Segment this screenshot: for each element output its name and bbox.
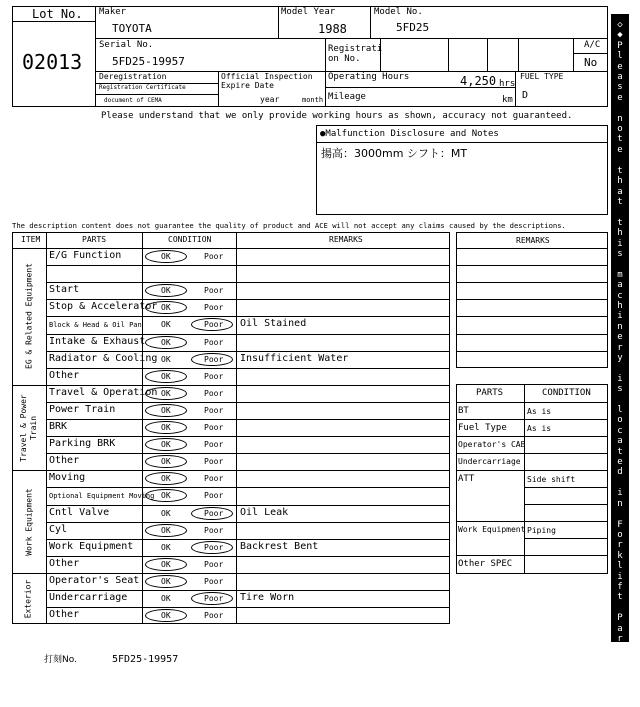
description-disclaimer: The description content does not guarantee the quality of product and ACE will not accept any claims caused by the descriptions. [12, 221, 566, 230]
ok-option: OK [161, 440, 171, 450]
maker-value: TOYOTA [112, 22, 152, 35]
ok-selected-mark [145, 404, 187, 417]
poor-option: Poor [204, 423, 224, 432]
equipment-part: Work Equipment [458, 525, 526, 534]
poor-option: Poor [204, 440, 224, 450]
ok-option: OK [161, 559, 171, 569]
ok-option: OK [161, 405, 171, 415]
ok-option: OK [161, 320, 171, 330]
mileage-label: Mileage [328, 92, 366, 102]
model-no-value: 5FD25 [396, 21, 430, 34]
equipment-condition: Side shift [527, 475, 576, 484]
serial-label: Serial No. [99, 40, 154, 50]
mileage-unit: km [502, 95, 513, 105]
poor-option: Poor [204, 474, 224, 484]
part-name: Start [49, 284, 80, 296]
ok-selected-mark [145, 336, 187, 349]
operating-hours-unit: hrs [499, 79, 516, 89]
remark-text: Backrest Bent [240, 540, 319, 552]
remark-text: Tire Worn [240, 592, 295, 603]
operating-hours-label: Operating Hours [328, 72, 410, 82]
model-year-label: Model Year [281, 7, 336, 17]
equipment-condition: As is [527, 424, 552, 433]
maker-label: Maker [99, 7, 127, 17]
ok-option: OK [161, 491, 171, 501]
inspection-month: month [302, 96, 324, 104]
part-name: Other [49, 369, 80, 381]
ok-selected-mark [145, 387, 187, 400]
malfunction-title: ●Malfunction Disclosure and Notes [320, 129, 499, 139]
poor-option: Poor [204, 286, 224, 296]
parts-header: PARTS [82, 235, 107, 244]
ok-option: OK [161, 508, 171, 518]
ok-selected-mark [145, 609, 187, 622]
ok-option: OK [161, 388, 171, 398]
right-condition-header: CONDITION [542, 388, 591, 398]
group-label: Work Equipment [24, 487, 33, 556]
part-name: Other [49, 557, 80, 569]
fuel-type-label: FUEL TYPE [520, 72, 564, 81]
ok-selected-mark [145, 438, 187, 451]
remarks-header: REMARKS [329, 235, 363, 244]
part-name: Other [49, 455, 80, 467]
poor-selected-mark [191, 507, 233, 520]
remark-text: Insufficient Water [240, 352, 349, 364]
part-name: Cntl Valve [49, 506, 110, 518]
ok-option: OK [161, 457, 171, 467]
part-name: Radiator & Cooling [49, 352, 158, 364]
ok-option: OK [161, 576, 171, 586]
ok-option: OK [161, 371, 171, 381]
equipment-condition: Piping [527, 526, 556, 535]
remark-text: Oil Leak [240, 506, 289, 518]
operating-hours-value: 4,250 [460, 74, 497, 88]
group-label: EG & Related Equipment [24, 263, 34, 370]
ac-label: A/C [584, 40, 601, 50]
ok-option: OK [161, 252, 171, 261]
part-name: BRK [49, 421, 68, 432]
part-name: Block & Head & Oil Pan [49, 321, 142, 330]
ok-option: OK [161, 337, 171, 347]
poor-option: Poor [204, 611, 224, 621]
poor-option: Poor [204, 371, 224, 381]
poor-option: Poor [204, 405, 224, 415]
equipment-condition: As is [527, 407, 552, 416]
malfunction-notes: 揚高：3000mm シフト：MT [321, 147, 468, 160]
model-no-label: Model No. [374, 7, 423, 17]
part-name: Operator's Seat [49, 574, 140, 586]
sidebar-notice [611, 14, 629, 707]
group-label: Travel & Power Train [19, 393, 38, 462]
engraving-label: 打刻No. [44, 655, 77, 665]
inspection-label: Official Inspection Expire Date [221, 72, 313, 90]
ok-selected-mark [145, 524, 187, 537]
ok-option: OK [161, 286, 171, 296]
hours-notice: Please understand that we only provide working hours as shown, accuracy not guaranteed. [101, 111, 573, 121]
poor-option: Poor [204, 508, 224, 518]
part-name: Undercarriage [49, 592, 128, 603]
ok-option: OK [161, 474, 171, 484]
equipment-part: Undercarriage [458, 457, 521, 466]
poor-option: Poor [204, 576, 224, 586]
ok-option: OK [161, 423, 171, 432]
poor-selected-mark [191, 353, 233, 366]
part-name: Work Equipment [49, 540, 134, 552]
lot-number: 02013 [22, 50, 83, 74]
inspection-year: year [260, 95, 280, 104]
ok-option: OK [161, 594, 171, 603]
ok-option: OK [161, 611, 171, 621]
ac-value: No [584, 56, 598, 69]
poor-option: Poor [204, 542, 224, 552]
part-name: Optional Equipment Moving [49, 492, 155, 501]
sidebar-text: ◇ ◆ P l e a s e n o t e t h a t t h i s m a c h i n e r y i s l o c a t e d i n F o r k l i f t P a r k i n g ◆ ◇ [617, 20, 623, 707]
poor-option: Poor [204, 388, 224, 398]
equipment-part: Operator's CAB [458, 440, 526, 449]
poor-option: Poor [204, 457, 224, 467]
part-name: Parking BRK [49, 438, 116, 450]
poor-selected-mark [191, 592, 233, 605]
part-name: Moving [49, 472, 86, 484]
ok-option: OK [161, 303, 171, 313]
part-name: E/G Function [49, 250, 122, 261]
poor-option: Poor [204, 354, 224, 364]
poor-option: Poor [204, 525, 224, 535]
ok-selected-mark [145, 250, 187, 263]
deregistration-label: Deregistration [99, 72, 167, 81]
part-name: Stop & Accelerator [49, 301, 158, 313]
group-label: Exterior [23, 579, 33, 618]
ok-selected-mark [145, 575, 187, 588]
equipment-part: BT [458, 406, 469, 416]
ok-selected-mark [145, 370, 187, 383]
part-name: Other [49, 609, 80, 621]
ok-selected-mark [145, 558, 187, 571]
poor-option: Poor [204, 252, 224, 261]
cema-document: document of CEMA [104, 97, 162, 104]
part-name: Travel & Operation [49, 386, 158, 398]
fuel-type-value: D [522, 90, 529, 101]
ok-option: OK [161, 542, 171, 552]
condition-header: CONDITION [168, 235, 212, 244]
registration-label: Registrati on No. [328, 44, 383, 64]
ok-option: OK [161, 354, 171, 364]
poor-option: Poor [204, 320, 224, 330]
item-header: ITEM [21, 235, 41, 244]
poor-selected-mark [191, 541, 233, 554]
right-remarks-header: REMARKS [516, 236, 550, 245]
engraving-value: 5FD25-19957 [112, 654, 179, 665]
remark-text: Oil Stained [240, 318, 307, 330]
ok-option: OK [161, 525, 171, 535]
lot-label: Lot No. [32, 7, 83, 21]
model-year-value: 1988 [318, 22, 347, 36]
registration-certificate: Registration Certificate [99, 84, 186, 91]
part-name: Power Train [49, 403, 116, 415]
serial-value: 5FD25-19957 [112, 55, 185, 68]
part-name: Cyl [49, 523, 68, 535]
part-name: Intake & Exhaust [49, 335, 146, 347]
right-parts-header: PARTS [476, 388, 504, 398]
poor-option: Poor [204, 337, 224, 347]
ok-selected-mark [145, 421, 187, 434]
poor-option: Poor [204, 559, 224, 569]
poor-option: Poor [204, 491, 224, 501]
equipment-part: Other SPEC [458, 559, 513, 569]
equipment-part: Fuel Type [458, 423, 507, 433]
poor-option: Poor [204, 594, 224, 603]
equipment-part: ATT [458, 474, 475, 484]
poor-option: Poor [204, 303, 224, 313]
